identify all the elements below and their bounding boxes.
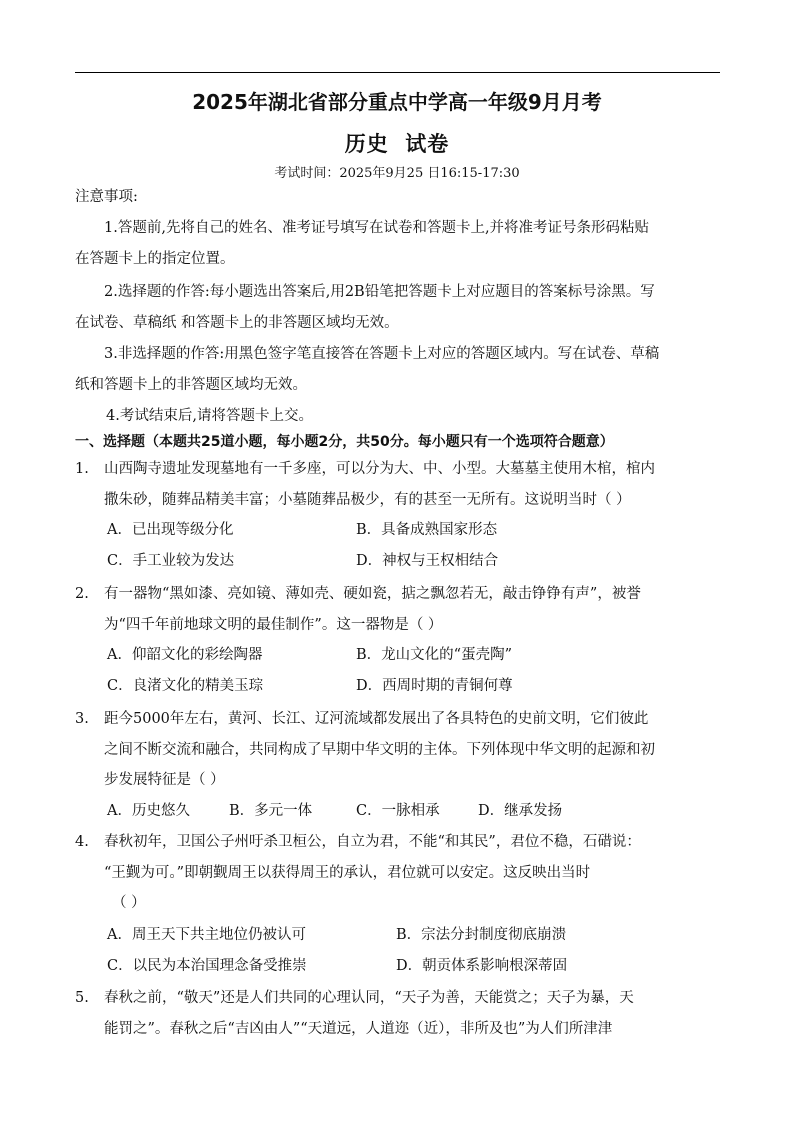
question-3-option-a: A．历史悠久	[107, 803, 190, 819]
top-rule	[75, 72, 720, 73]
notice-item-1-line-1: 1.答题前,先将自己的姓名、准考证号填写在试卷和答题卡上,并将准考证号条形码粘贴	[104, 220, 650, 236]
question-4-line-2: “王觐为可。”即朝觐周王以获得周王的承认，君位就可以安定。这反映出当时	[104, 865, 591, 881]
question-3-option-b: B．多元一体	[229, 803, 313, 819]
question-2-number: 2.	[75, 586, 89, 602]
notice-item-3-line-2: 纸和答题卡上的非答题区域均无效。	[75, 377, 307, 393]
question-1-option-d: D．神权与王权相结合	[356, 553, 499, 569]
question-1-option-a: A．已出现等级分化	[107, 522, 234, 538]
question-2-option-a: A．仰韶文化的彩绘陶器	[107, 647, 263, 663]
notice-item-4: 4.考试结束后,请将答题卡上交。	[106, 408, 313, 424]
question-4-option-a: A．周王天下共主地位仍被认可	[107, 927, 306, 943]
question-3-line-1: 距今5000年左右，黄河、长江、辽河流域都发展出了各具特色的史前文明，它们彼此	[104, 711, 649, 727]
question-3-option-c: C．一脉相承	[356, 803, 440, 819]
notice-item-2-line-2: 在试卷、草稿纸 和答题卡上的非答题区域均无效。	[75, 315, 399, 331]
notice-heading: 注意事项:	[75, 189, 138, 205]
question-4-option-c: C．以民为本治国理念备受推崇	[107, 958, 307, 974]
question-3-option-d: D．继承发扬	[478, 803, 563, 819]
question-1-option-b: B．具备成熟国家形态	[356, 522, 498, 538]
question-2-line-2: 为“四千年前地球文明的最佳制作”。这一器物是（ ）	[104, 617, 443, 633]
question-4-option-b: B．宗法分封制度彻底崩溃	[396, 927, 567, 943]
question-3-line-2: 之间不断交流和融合，共同构成了早期中华文明的主体。下列体现中华文明的起源和初	[104, 742, 655, 758]
question-5-line-1: 春秋之前，“敬天”还是人们共同的心理认同，“天子为善，天能赏之；天子为暴，天	[104, 990, 634, 1006]
question-4-line-1: 春秋初年，卫国公子州吁杀卫桓公，自立为君，不能“和其民”，君位不稳，石碏说：	[104, 834, 641, 850]
question-5-line-2: 能罚之”。春秋之后“吉凶由人”“天道远，人道迩（近），非所及也”为人们所津津	[104, 1021, 613, 1037]
notice-item-2-line-1: 2.选择题的作答:每小题选出答案后,用2B铅笔把答题卡上对应题目的答案标号涂黑。写	[104, 284, 655, 300]
exam-time: 考试时间：2025年9月25 日16:15-17:30	[274, 166, 520, 181]
question-1-line-1: 山西陶寺遗址发现墓地有一千多座，可以分为大、中、小型。大墓墓主使用木棺，棺内	[104, 461, 655, 477]
question-2-option-b: B．龙山文化的“蛋壳陶”	[356, 647, 512, 663]
notice-item-3-line-1: 3.非选择题的作答:用黑色签字笔直接答在答题卡上对应的答题区域内。写在试卷、草稿	[104, 346, 660, 362]
section-heading: 一、选择题（本题共25道小题，每小题2分，共50分。每小题只有一个选项符合题意）	[75, 434, 614, 450]
subject-title: 历史 试卷	[344, 132, 450, 156]
question-4-number: 4.	[75, 834, 89, 850]
question-5-number: 5.	[75, 990, 89, 1006]
question-1-number: 1.	[75, 461, 89, 477]
question-2-line-1: 有一器物“黑如漆、亮如镜、薄如壳、硬如瓷，掂之飘忽若无，敲击铮铮有声”，被誉	[104, 586, 641, 602]
page-title: 2025年湖北省部分重点中学高一年级9月月考	[192, 90, 602, 114]
question-1-line-2: 撒朱砂，随葬品精美丰富；小墓随葬品极少，有的甚至一无所有。这说明当时（ ）	[104, 492, 631, 508]
notice-item-1-line-2: 在答题卡上的指定位置。	[75, 251, 235, 267]
question-2-option-c: C．良渚文化的精美玉琮	[107, 678, 264, 694]
question-3-line-3: 步发展特征是（ ）	[104, 772, 225, 788]
question-3-number: 3.	[75, 711, 89, 727]
question-4-line-3: （ ）	[112, 895, 146, 911]
question-4-option-d: D．朝贡体系影响根深蒂固	[396, 958, 568, 974]
question-2-option-d: D．西周时期的青铜何尊	[356, 678, 513, 694]
question-1-option-c: C．手工业较为发达	[107, 553, 235, 569]
